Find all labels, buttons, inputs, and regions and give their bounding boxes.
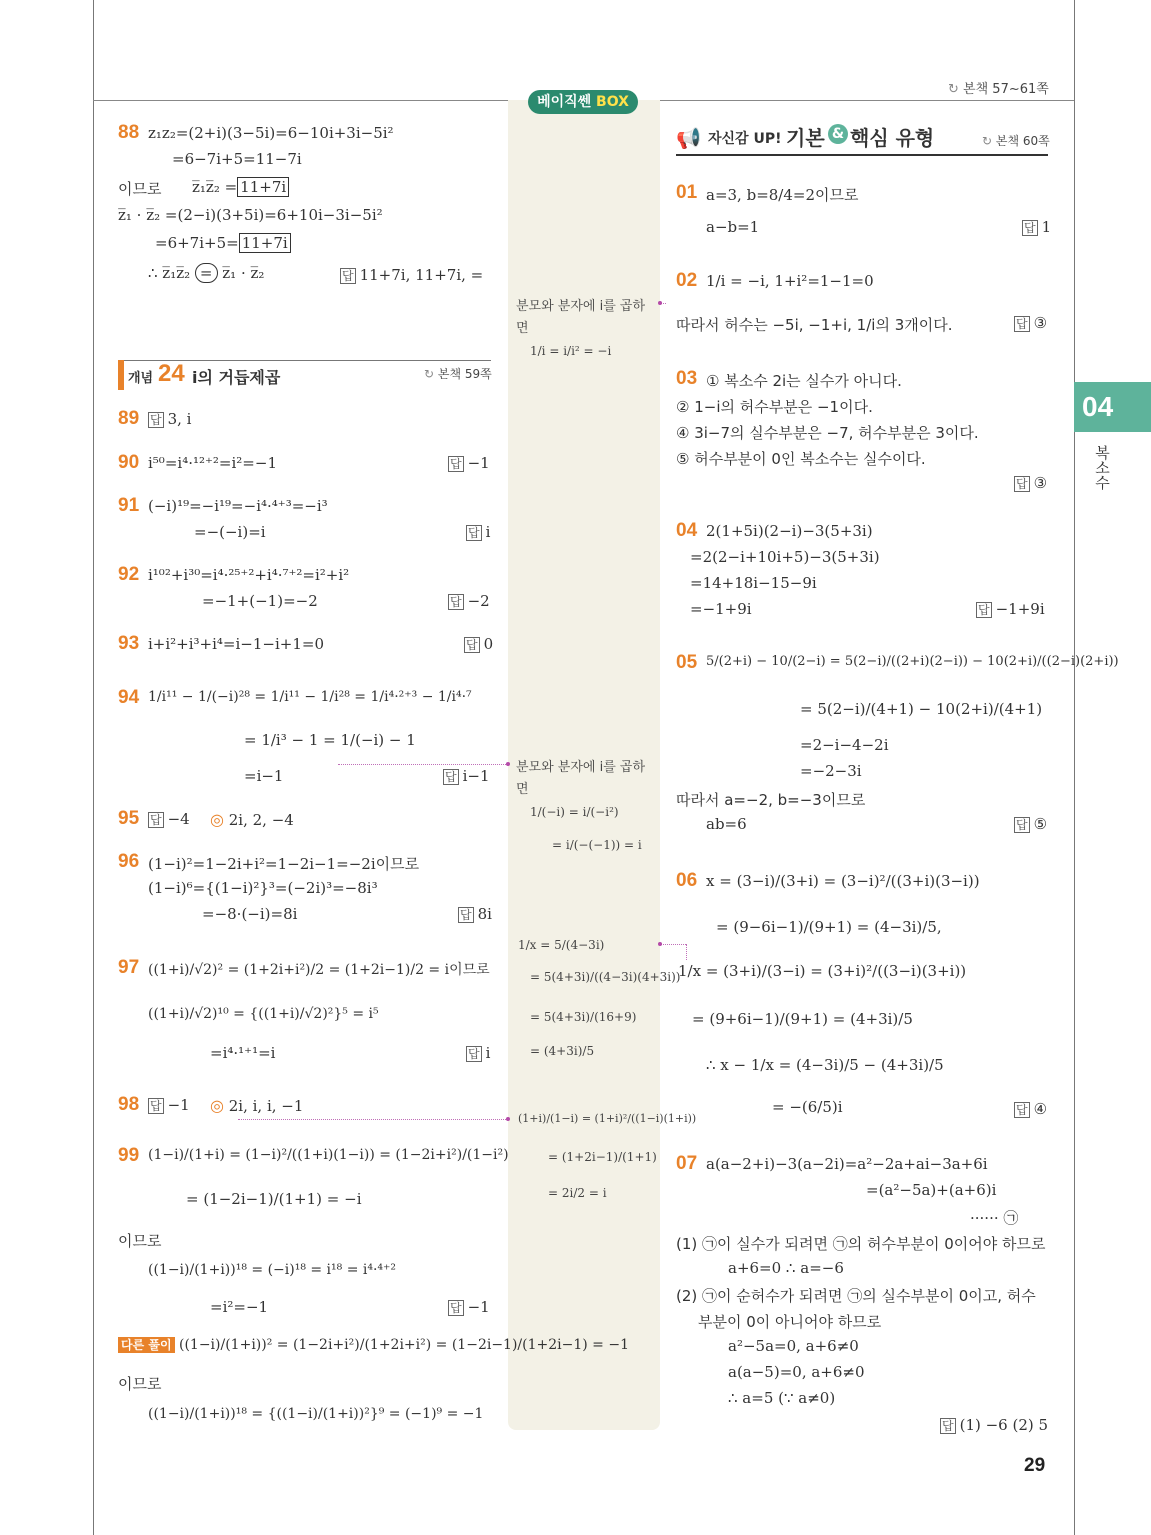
extra-answer: 2i, i, i, −1 [228, 1097, 304, 1115]
header-book-ref [948, 78, 1049, 97]
note-math: = (1+2i−1)/(1+1) [548, 1150, 657, 1164]
answer-box-icon: 답 [1016, 818, 1028, 832]
note-math: = 5(4+3i)/(16+9) [530, 1010, 637, 1024]
answer-box-icon: 답 [978, 603, 990, 617]
answer-text: i [485, 523, 491, 541]
math-line: ((1−i)/(1+i))¹⁸ = {((1−i)/(1+i))²}⁹ = (−1)⁹ = −1 [148, 1406, 484, 1422]
answer-box-icon: 답 [450, 457, 462, 471]
math-line: =6−7i+5=11−7i [172, 150, 302, 168]
math-line: a²−5a=0, a+6≠0 [728, 1337, 859, 1355]
math-line: 1/i¹¹ − 1/(−i)²⁸ = 1/i¹¹ − 1/i²⁸ = 1/i⁴·²⁺³ − 1/i⁴·⁷ [148, 689, 472, 705]
answer-box-icon: 답 [150, 1099, 162, 1113]
header-title-b: 기본 [786, 126, 825, 150]
problem-number: 91 [118, 495, 140, 516]
math-line: = (1−2i−1)/(1+1) = −i [186, 1190, 362, 1208]
math-line: i⁵⁰=i⁴·¹²⁺²=i²=−1 [148, 454, 277, 472]
problem-number: 92 [118, 564, 140, 585]
math-line: ······ ㉠ [970, 1209, 1019, 1227]
math-line: ((1+i)/√2)¹⁰ = {((1+i)/√2)²}⁵ = i⁵ [148, 1006, 379, 1022]
math-line: =−8·(−i)=8i [202, 905, 298, 923]
chapter-tab-number: 04 [1082, 391, 1114, 422]
math-line: =14+18i−15−9i [690, 574, 817, 592]
header-title-a: 자신감 UP! [708, 131, 782, 147]
text-line: (2) ㉠이 순허수가 되려면 ㉠의 실수부분이 0이고, 허수 [676, 1287, 1036, 1305]
answer-text: 1 [1041, 218, 1052, 236]
left-margin-line [93, 0, 94, 1535]
problem-number: 06 [676, 870, 698, 891]
math-line: (1−i)/(1+i) = (1−i)²/((1+i)(1−i)) = (1−2i+i²)/(1−i²) [148, 1147, 509, 1163]
math-line: =2(2−i+10i+5)−3(5+3i) [690, 548, 880, 566]
answer-box-icon: 답 [150, 813, 162, 827]
connector-line [686, 944, 687, 960]
problem-number: 90 [118, 452, 140, 473]
math-line: 1/x = (3+i)/(3−i) = (3+i)²/((3−i)(3+i)) [678, 962, 967, 980]
text-line: 따라서 허수는 −5i, −1+i, 1/i의 3개이다. [676, 316, 953, 334]
problem-number: 97 [118, 957, 140, 978]
answer-text: −1+9i [995, 600, 1045, 618]
header-ref: 본책 60쪽 [995, 134, 1050, 148]
math-line: = 1/i³ − 1 = 1/(−i) − 1 [244, 731, 416, 749]
math-line: ∴ a=5 (∵ a≠0) [728, 1389, 836, 1407]
answer-box-icon: 답 [460, 908, 472, 922]
math-line: = (9+6i−1)/(9+1) = (4+3i)/5 [692, 1010, 913, 1028]
answer-text: −2 [467, 592, 490, 610]
answer-box-icon: 답 [1016, 317, 1028, 331]
math-line: = 5(2−i)/(4+1) − 10(2+i)/(4+1) [800, 700, 1043, 718]
note-math: (1+i)/(1−i) = (1+i)²/((1−i)(1+i)) [518, 1112, 697, 1125]
answer-text: (1) −6 (2) 5 [959, 1416, 1049, 1434]
answer-text: −1 [467, 1298, 490, 1316]
answer-box-icon: 답 [1016, 1103, 1028, 1117]
note-math: = (4+3i)/5 [530, 1044, 595, 1058]
text-line: 이므로 [118, 180, 162, 198]
answer-box-icon: 답 [150, 413, 162, 427]
math-part: z̅₁ · z̅₂ [217, 264, 265, 282]
text-line: 부분이 0이 아니어야 하므로 [698, 1313, 882, 1331]
extra-answer: 2i, 2, −4 [228, 811, 294, 829]
math-part: z̅₁z̅₂ = [192, 178, 238, 196]
connector-line [238, 1119, 508, 1120]
math-line: =2−i−4−2i [800, 736, 889, 754]
math-line: ((1−i)/(1+i))² = (1−2i+i²)/(1+2i+i²) = (1−2i−1)/(1+2i−1) = −1 [179, 1337, 629, 1353]
answer-box-icon: 답 [450, 595, 462, 609]
problem-number: 96 [118, 851, 140, 872]
answer-text: ③ [1033, 474, 1048, 492]
math-line: ((1+i)/√2)² = (1+2i+i²)/2 = (1+2i−1)/2 = i이므로 [148, 962, 490, 978]
math-line: =−1+(−1)=−2 [202, 592, 318, 610]
answer-text: 0 [483, 635, 494, 653]
problem-number: 04 [676, 520, 698, 541]
note-math: 1/x = 5/(4−3i) [518, 938, 605, 952]
math-part: ∴ z̅₁z̅₂ [148, 264, 195, 282]
answer-text: −4 [167, 810, 190, 828]
math-line: ((1−i)/(1+i))¹⁸ = (−i)¹⁸ = i¹⁸ = i⁴·⁴⁺² [148, 1262, 397, 1278]
refresh-arrow-icon: ↻ [948, 82, 959, 97]
right-margin-line [1074, 0, 1075, 1535]
math-line: =−2−3i [800, 762, 862, 780]
math-line: = −(6/5)i [772, 1098, 843, 1116]
problem-number: 07 [676, 1153, 698, 1174]
math-line: =i−1 [244, 767, 284, 785]
answer-text: −1 [167, 1096, 190, 1114]
math-line: (−i)¹⁹=−i¹⁹=−i⁴·⁴⁺³=−i³ [148, 497, 328, 515]
text-line: ④ 3i−7의 실수부분은 −7, 허수부분은 3이다. [676, 424, 979, 442]
answer-box-icon: 답 [942, 1419, 954, 1433]
note-math: = i/(−(−1)) = i [552, 838, 642, 852]
problem-number: 05 [676, 652, 698, 673]
answer-text: ④ [1033, 1100, 1048, 1118]
math-line: (1−i)²=1−2i+i²=1−2i−1=−2i이므로 [148, 855, 420, 873]
math-line: ab=6 [706, 815, 747, 833]
math-line: a+6=0 ∴ a=−6 [728, 1259, 844, 1277]
problem-number: 93 [118, 633, 140, 654]
math-line: z̅₁ · z̅₂ =(2−i)(3+5i)=6+10i−3i−5i² [118, 206, 383, 224]
target-icon: ◎ [210, 1096, 224, 1115]
refresh-arrow-icon: ↻ [982, 134, 993, 148]
chapter-tab [1074, 382, 1151, 432]
problem-number: 02 [676, 270, 698, 291]
circled-equal: = [195, 263, 218, 283]
note-math: = 5(4+3i)/((4−3i)(4+3i)) [530, 970, 681, 984]
header-amp: & [828, 124, 848, 144]
box-label-b: BOX [596, 94, 629, 110]
answer-text: ⑤ [1033, 815, 1048, 833]
boxed-answer: 11+7i [237, 177, 289, 197]
header-title-c: 핵심 유형 [850, 126, 935, 150]
boxed-answer: 11+7i [239, 233, 291, 253]
connector-dot [658, 942, 662, 946]
answer-text: i [485, 1044, 491, 1062]
math-line: 2(1+5i)(2−i)−3(5+3i) [706, 522, 873, 540]
problem-number: 88 [118, 122, 140, 143]
math-line: a−b=1 [706, 218, 760, 236]
text-line: ① 복소수 2i는 실수가 아니다. [706, 372, 902, 390]
section-ref: 본책 59쪽 [437, 367, 492, 381]
math-line: 5/(2+i) − 10/(2−i) = 5(2−i)/((2+i)(2−i)) − 10(2+i)/((2−i)(2+i)) [706, 654, 1119, 669]
answer-text: 8i [477, 905, 492, 923]
math-part: =6+7i+5= [155, 234, 239, 252]
text-line: 이므로 [118, 1232, 162, 1250]
note-math: = 2i/2 = i [548, 1186, 607, 1200]
target-icon: ◎ [210, 810, 224, 829]
math-line: (1−i)⁶={(1−i)²}³=(−2i)³=−8i³ [148, 879, 378, 897]
problem-number: 99 [118, 1145, 140, 1166]
section-label: 개념 [128, 371, 154, 386]
chapter-tab-label: 복소수 [1093, 445, 1111, 490]
page-number: 29 [1024, 1455, 1046, 1476]
note-math: 1/i = i/i² = −i [530, 344, 612, 358]
text-line: ⑤ 허수부분이 0인 복소수는 실수이다. [676, 450, 926, 468]
answer-text: i−1 [462, 767, 490, 785]
alt-solution-label: 다른 풀이 [118, 1337, 175, 1353]
refresh-arrow-icon: ↻ [424, 367, 435, 381]
math-line: i¹⁰²+i³⁰=i⁴·²⁵⁺²+i⁴·⁷⁺²=i²+i² [148, 566, 350, 584]
connector-dot [506, 762, 510, 766]
connector-dot [506, 1117, 510, 1121]
math-line: = (9−6i−1)/(9+1) = (4−3i)/5, [716, 918, 942, 936]
header-underline [676, 154, 1048, 156]
math-line: =(a²−5a)+(a+6)i [866, 1181, 997, 1199]
answer-box-icon: 답 [468, 526, 480, 540]
math-line: =i⁴·¹⁺¹=i [210, 1044, 276, 1062]
connector-line [338, 764, 508, 765]
answer-box-icon: 답 [450, 1301, 462, 1315]
section-number: 24 [158, 360, 185, 387]
answer-text: 3, i [167, 410, 192, 428]
text-line: 따라서 a=−2, b=−3이므로 [676, 791, 866, 809]
problem-number: 01 [676, 182, 698, 203]
answer-text: ③ [1033, 314, 1048, 332]
answer-box-icon: 답 [342, 269, 354, 283]
header-book-ref-text: 본책 57~61쪽 [963, 82, 1049, 97]
answer-box-icon: 답 [466, 638, 478, 652]
problem-number: 94 [118, 687, 140, 708]
problem-number: 98 [118, 1094, 140, 1115]
text-line: (1) ㉠이 실수가 되려면 ㉠의 허수부분이 0이어야 하므로 [676, 1235, 1046, 1253]
section-title: i의 거듭제곱 [192, 368, 281, 387]
math-line: 1/i = −i, 1+i²=1−1=0 [706, 272, 874, 290]
basic-box-label [528, 90, 638, 114]
text-line: ② 1−i의 허수부분은 −1이다. [676, 398, 873, 416]
math-line: a(a−5)=0, a+6≠0 [728, 1363, 865, 1381]
math-line: a=3, b=8/4=2이므로 [706, 186, 859, 204]
megaphone-icon: 📢 [676, 126, 701, 150]
connector-dot [658, 301, 662, 305]
answer-box-icon: 답 [1016, 477, 1028, 491]
answer-box-icon: 답 [445, 770, 457, 784]
math-line: x = (3−i)/(3+i) = (3−i)²/((3+i)(3−i)) [706, 872, 980, 890]
math-line: =i²=−1 [210, 1298, 269, 1316]
text-line: 이므로 [118, 1375, 162, 1393]
answer-text: −1 [467, 454, 490, 472]
connector-line [660, 944, 686, 945]
note-text: 분모와 분자에 i를 곱하 [516, 760, 646, 775]
math-line: =−1+9i [690, 600, 752, 618]
note-math: 1/(−i) = i/(−i²) [530, 805, 619, 819]
math-line: i+i²+i³+i⁴=i−1−i+1=0 [148, 635, 325, 653]
note-text: 분모와 분자에 i를 곱하 [516, 299, 646, 314]
answer-box-icon: 답 [1024, 221, 1036, 235]
answer-text: 11+7i, 11+7i, = [359, 266, 484, 284]
math-line: =−(−i)=i [194, 523, 266, 541]
math-line: ∴ x − 1/x = (4−3i)/5 − (4+3i)/5 [706, 1056, 944, 1074]
problem-number: 95 [118, 808, 140, 829]
note-text: 면 [516, 782, 529, 797]
box-label-a: 베이직쎈 [537, 94, 597, 110]
problem-number: 89 [118, 408, 140, 429]
note-text: 면 [516, 321, 529, 336]
math-line: a(a−2+i)−3(a−2i)=a²−2a+ai−3a+6i [706, 1155, 988, 1173]
problem-number: 03 [676, 368, 698, 389]
math-line: z₁z₂=(2+i)(3−5i)=6−10i+3i−5i² [148, 124, 394, 142]
section-24-header [118, 360, 491, 390]
section-bar [118, 360, 124, 390]
answer-box-icon: 답 [468, 1047, 480, 1061]
